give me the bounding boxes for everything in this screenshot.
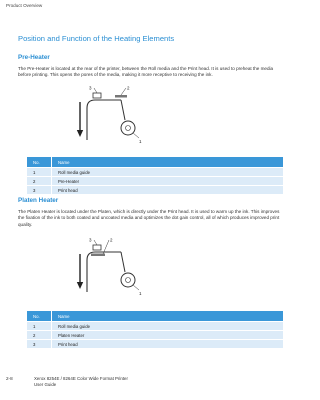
roll-core xyxy=(126,278,131,283)
platen-diagram xyxy=(75,238,145,296)
cell-name: Print head xyxy=(52,340,284,349)
column-header-name: Name xyxy=(52,311,284,322)
callout-label-3: 3 xyxy=(89,86,92,91)
media-path xyxy=(87,252,121,292)
page-title: Position and Function of the Heating Elements xyxy=(18,34,175,43)
footer-guide-name: User Guide xyxy=(34,381,57,387)
callout-label-1: 1 xyxy=(139,139,142,144)
preheater-heading: Pre-Heater xyxy=(18,54,50,61)
cell-no: 1 xyxy=(27,168,52,177)
arrow-down-icon xyxy=(77,254,83,289)
cell-no: 3 xyxy=(27,186,52,195)
platen-paragraph: The Platen Heater is located under the Platen, which is directly under the Print head. It is used to warm up the ink. This improves the fixation of the ink to both coated and uncoated media and optimizes the dot gain control, all of which produces improved print quality. xyxy=(18,209,280,227)
platen-table xyxy=(26,310,284,349)
table-row xyxy=(27,186,284,195)
media-path-feed xyxy=(121,252,125,272)
cell-no: 1 xyxy=(27,322,52,331)
column-header-no: No. xyxy=(27,157,52,168)
table-row xyxy=(27,340,284,349)
callout-label-2: 2 xyxy=(110,238,113,243)
footer-product-info xyxy=(34,376,128,387)
preheater-table xyxy=(26,156,284,195)
callout-label-1: 1 xyxy=(139,291,142,296)
cell-no: 3 xyxy=(27,340,52,349)
page-number: 2-8 xyxy=(6,376,13,381)
print-head-shape xyxy=(93,245,101,250)
callout-label-3: 3 xyxy=(89,238,92,243)
arrow-down-icon xyxy=(77,102,83,137)
cell-no: 2 xyxy=(27,177,52,186)
callout-line-1 xyxy=(133,133,139,138)
media-path-feed xyxy=(121,100,125,120)
column-header-name: Name xyxy=(52,157,284,168)
platen-heading: Platen Heater xyxy=(18,197,59,204)
running-header: Product Overview xyxy=(6,3,43,8)
cell-name: Pre-Heater xyxy=(52,177,284,186)
table-row xyxy=(27,177,284,186)
table-row xyxy=(27,322,284,331)
callout-line-3 xyxy=(94,88,97,93)
callout-line-2 xyxy=(121,88,126,95)
callout-label-2: 2 xyxy=(127,86,130,91)
preheater-paragraph: The Pre-Heater is located at the rear of the printer, between the Roll media and the Print head. It is used to preheat the media before printing. This opens the pores of the media, making it more receptive to receiving the ink. xyxy=(18,66,274,78)
roll-core xyxy=(126,126,131,131)
pre-heater-shape xyxy=(115,95,127,98)
cell-name: Platen Heater xyxy=(52,331,284,340)
footer-product-name: Xerox 8254E / 8264E Color Wide Format Printer xyxy=(34,376,128,381)
callout-line-1 xyxy=(133,285,139,290)
cell-name: Print head xyxy=(52,186,284,195)
column-header-no: No. xyxy=(27,311,52,322)
table-row xyxy=(27,168,284,177)
print-head-shape xyxy=(93,93,101,98)
preheater-diagram xyxy=(75,86,145,144)
cell-name: Roll media guide xyxy=(52,322,284,331)
callout-line-3 xyxy=(94,240,97,245)
table-row xyxy=(27,331,284,340)
table-header-row xyxy=(27,157,284,168)
table-header-row xyxy=(27,311,284,322)
cell-no: 2 xyxy=(27,331,52,340)
media-path xyxy=(87,100,121,140)
cell-name: Roll media guide xyxy=(52,168,284,177)
